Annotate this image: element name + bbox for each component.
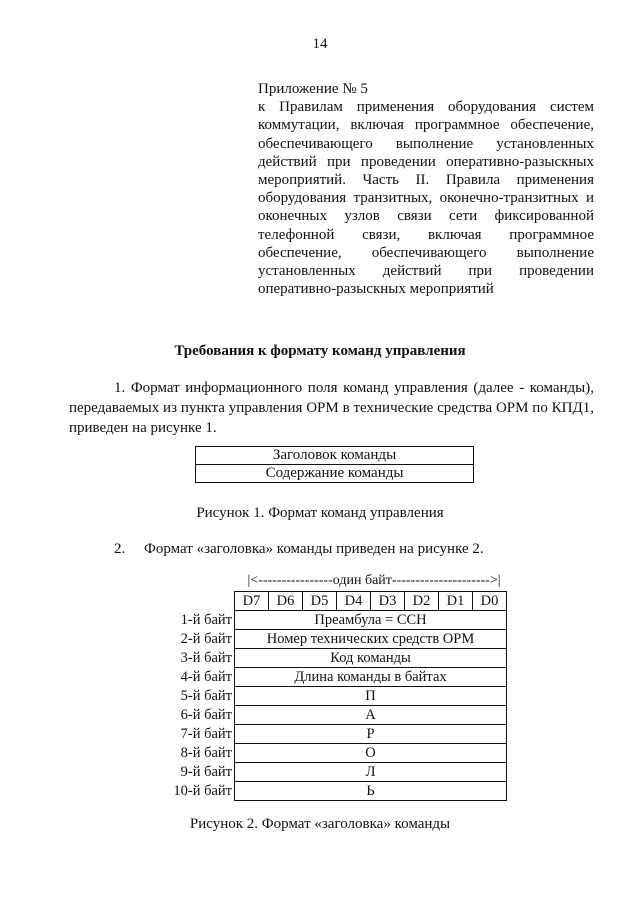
appendix-text: к Правилам применения оборудования систем коммутации, включая программное обеспечение, обеспечивающего выполнение установленных действий при проведении оперативно-разыскных мероприятий. Часть II. Правила применения оборудования транзитных, оконечно-транзитных и оконечных узлов связи сети фиксированной телефонной связи, включая программное обеспечение, обеспечивающего выполнение установленных действий при проведении оперативно-разыскных мероприятий: [258, 99, 594, 298]
byte-row: [162, 725, 507, 744]
bit-cell-d4: D4: [337, 592, 371, 611]
paragraph-2-number: 2.: [114, 541, 126, 557]
byte-row: [162, 782, 507, 801]
figure-1-caption: Рисунок 1. Формат команд управления: [196, 505, 444, 521]
bit-header-row: [162, 592, 507, 611]
bit-cell-d3: D3: [371, 592, 405, 611]
byte-row-label: 6-й байт: [180, 706, 232, 723]
appendix-block: [258, 80, 594, 298]
byte-row-value: А: [235, 706, 507, 725]
byte-row: [162, 611, 507, 630]
bit-cell-d2: D2: [405, 592, 439, 611]
byte-row: [162, 649, 507, 668]
byte-row: [162, 668, 507, 687]
byte-row-label: 4-й байт: [180, 668, 232, 685]
figure-1-cell-content: Содержание команды: [196, 465, 474, 483]
byte-row: [162, 744, 507, 763]
byte-row: [162, 706, 507, 725]
byte-row-value: Длина команды в байтах: [235, 668, 507, 687]
page-number: 14: [312, 36, 328, 52]
byte-row-value: Р: [235, 725, 507, 744]
bit-cell-d1: D1: [439, 592, 473, 611]
figure-1-row: [196, 465, 474, 483]
byte-row-label: 1-й байт: [180, 611, 232, 628]
byte-row: [162, 763, 507, 782]
bit-header-spacer: [162, 592, 235, 611]
byte-row-value: Ь: [235, 782, 507, 801]
paragraph-2: [114, 541, 484, 558]
byte-row-label: 8-й байт: [180, 744, 232, 761]
byte-row-value: О: [235, 744, 507, 763]
figure-2-table: [162, 591, 507, 801]
paragraph-2-text: Формат «заголовка» команды приведен на рисунке 2.: [144, 541, 484, 557]
byte-row-label: 2-й байт: [180, 630, 232, 647]
bit-cell-d5: D5: [303, 592, 337, 611]
byte-row-value: Преамбула = ССН: [235, 611, 507, 630]
section-heading: Требования к формату команд управления: [174, 343, 466, 359]
byte-row-value: Номер технических средств ОРМ: [235, 630, 507, 649]
figure-2-caption: Рисунок 2. Формат «заголовка» команды: [189, 816, 451, 832]
byte-row-value: Код команды: [235, 649, 507, 668]
figure-1-row: [196, 447, 474, 465]
figure-1-table: [195, 446, 474, 483]
byte-row: [162, 630, 507, 649]
byte-row-label: 7-й байт: [180, 725, 232, 742]
byte-row-label: 9-й байт: [180, 763, 232, 780]
byte-span-label: |<----------------один байт--------------------->|: [247, 573, 501, 588]
bit-cell-d6: D6: [269, 592, 303, 611]
bit-cell-d7: D7: [235, 592, 269, 611]
byte-row-value: Л: [235, 763, 507, 782]
figure-1-cell-header: Заголовок команды: [196, 447, 474, 465]
byte-row-value: П: [235, 687, 507, 706]
byte-row-label: 5-й байт: [180, 687, 232, 704]
bit-cell-d0: D0: [473, 592, 507, 611]
byte-row-label: 10-й байт: [173, 782, 232, 799]
byte-row-label: 3-й байт: [180, 649, 232, 666]
byte-row: [162, 687, 507, 706]
paragraph-1: 1. Формат информационного поля команд управления (далее - команды), передаваемых из пункта управления ОРМ в технические средства ОРМ по КПД1, приведен на рисунке 1.: [69, 380, 594, 436]
appendix-title: Приложение № 5: [258, 81, 368, 97]
